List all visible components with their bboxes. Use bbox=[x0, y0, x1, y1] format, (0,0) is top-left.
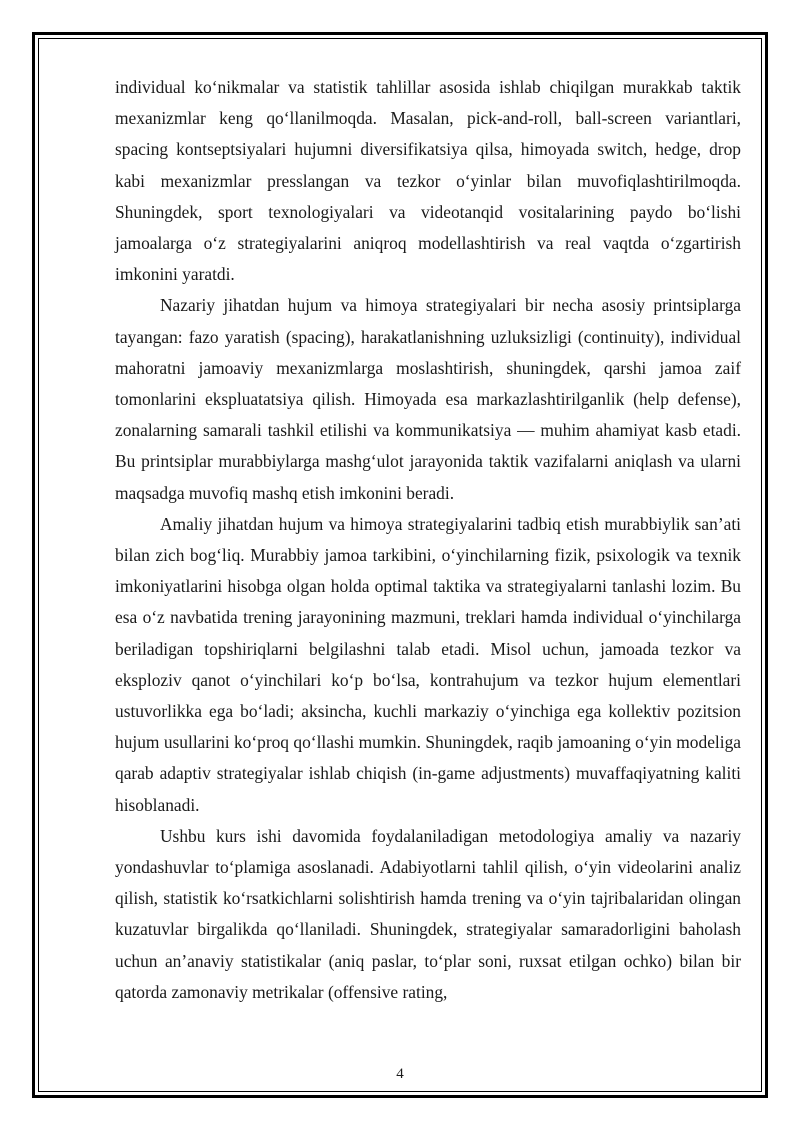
paragraph-theory: Nazariy jihatdan hujum va himoya strategiyalari bir necha asosiy printsiplarga tayangan: fazo yaratish (spacing), harakatlanishning uzluksizligi (continuity), individual mahoratni jamoaviy mexanizmlarga moslashtirish, shuningdek, qarshi jamoa zaif tomonlarini ekspluatatsiya qilish. Himoyada esa markazlashtirilganlik (help defense), zonalarning samarali tashkil etilishi va kommunikatsiya — muhim ahamiyat kasb etadi. Bu printsiplar murabbiylarga mashg‘ulot jarayonida taktik vazifalarni aniqlash va ularni maqsadga muvofiq mashq etish imkonini beradi. bbox=[115, 295, 741, 503]
document-body bbox=[115, 72, 741, 1008]
paragraph-practice: Amaliy jihatdan hujum va himoya strategiyalarini tadbiq etish murabbiylik san’ati bilan zich bog‘liq. Murabbiy jamoa tarkibini, o‘yinchilarning fizik, psixologik va texnik imkoniyatlarini hisobga olgan holda optimal taktika va strategiyalarni tanlashi lozim. Bu esa o‘z navbatida trening jarayonining mazmuni, treklari hamda individual o‘yinchilarga beriladigan topshiriqlarni belgilashni talab etadi. Misol uchun, jamoada tezkor va eksploziv qanot o‘yinchilari ko‘p bo‘lsa, kontrahujum va tezkor hujum elementlari ustuvorlikka ega bo‘ladi; aksincha, kuchli markaziy o‘yinchiga ega kollektiv pozitsion hujum usullarini ko‘proq qo‘llashi mumkin. Shuningdek, raqib jamoaning o‘yin modeliga qarab adaptiv strategiyalar ishlab chiqish (in-game adjustments) muvaffaqiyatning kaliti hisoblanadi. bbox=[115, 513, 741, 815]
paragraph-continuation: individual ko‘nikmalar va statistik tahlillar asosida ishlab chiqilgan murakkab taktik mexanizmlar keng qo‘llanilmoqda. Masalan, pick-and-roll, ball-screen variantlari, spacing kontseptsiyalari hujumni diversifikatsiya qilsa, himoyada switch, hedge, drop kabi mexanizmlar presslangan va tezkor o‘yinlar bilan muvofiqlashtirilmoqda. Shuningdek, sport texnologiyalari va videotanqid vositalarining paydo bo‘lishi jamoalarga o‘z strategiyalarini aniqroq modellashtirish va real vaqtda o‘zgartirish imkonini yaratdi. bbox=[115, 77, 741, 285]
page-number: 4 bbox=[396, 1066, 404, 1082]
paragraph-methodology: Ushbu kurs ishi davomida foydalaniladigan metodologiya amaliy va nazariy yondashuvlar to‘plamiga asoslanadi. Adabiyotlarni tahlil qilish, o‘yin videolarini analiz qilish, statistik ko‘rsatkichlarni solishtirish hamda trening va o‘yin tajribalaridan olingan kuzatuvlar birgalikda qo‘llaniladi. Shuningdek, strategiyalar samaradorligini baholash uchun an’anaviy statistikalar (aniq paslar, to‘plar soni, ruxsat etilgan ochko) bilan bir qatorda zamonaviy metrikalar (offensive rating, bbox=[115, 825, 741, 1002]
